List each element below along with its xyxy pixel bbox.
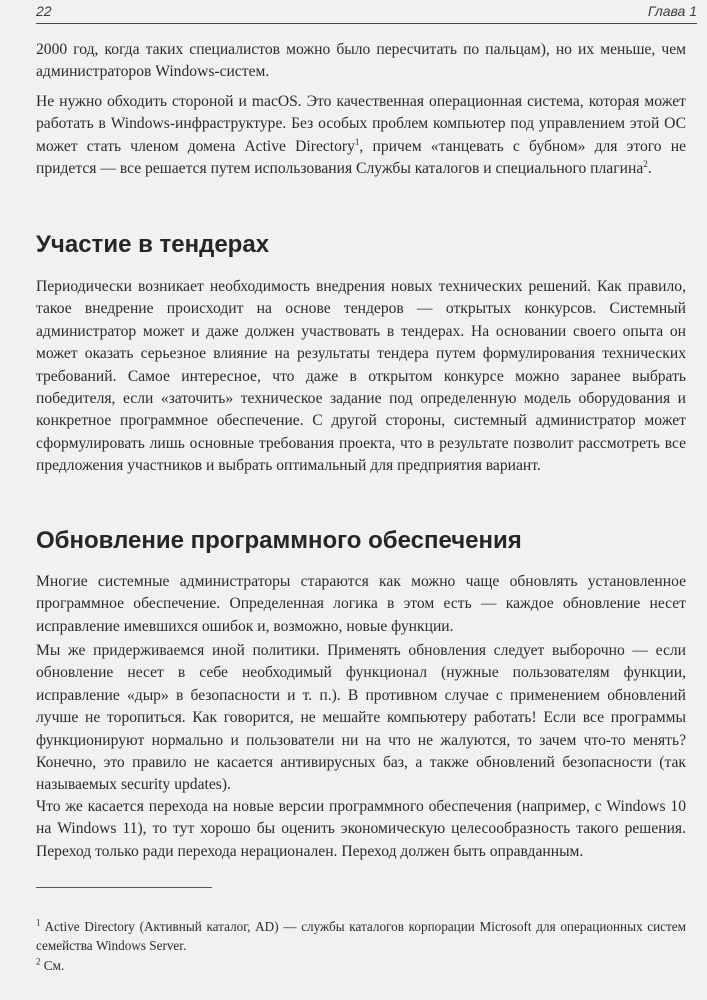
footnote-divider — [36, 887, 212, 888]
footnote-ref-1[interactable]: 1 — [354, 136, 360, 147]
paragraph-version-migration — [36, 796, 686, 863]
paragraph-text: Что же касается перехода на новые версии программного обеспечения (например, с Windows 10 на Windows 11), то тут хорошо бы оценить экономическую целесообразность такого решения. Переход только ради перехода нерационален. Переход должен быть оправданным. — [36, 798, 686, 860]
paragraph-macos — [36, 91, 686, 181]
running-header — [36, 3, 697, 24]
paragraph-text-part: Не нужно обходить стороной и macOS. Это качественная операционная система, которая может работать в Windows-инфраструктуре. Без особых проблем компьютер под управлением этой ОС может стать членом домена Active Directory — [36, 93, 686, 155]
paragraph-tenders — [36, 276, 686, 478]
page-number: 22 — [36, 3, 52, 19]
paragraph-text: Мы же придерживаемся иной политики. Применять обновления следует выборочно — если обновление несет в себе необходимый функционал (нужные пользователям функции, исправление «дыр» в безопасности и т. п.). В противном случае с применением обновлений лучше не торопиться. Как говорится, не мешайте компьютеру работать! Если все программы функционируют нормально и пользователи ни на что не жалуются, то зачем что-то менять? Конечно, это правило не касается антивирусных баз, а также обновлений безопасности (так называемых security updates). — [36, 642, 686, 794]
paragraph-updates-policy — [36, 640, 686, 797]
footnote-text: См. — [43, 958, 65, 973]
paragraph-continuation — [36, 39, 686, 84]
section-heading-tenders: Участие в тендерах — [36, 231, 270, 258]
paragraph-text: Периодически возникает необходимость внедрения новых технических решений. Как правило, такое внедрение происходит на основе тендеров — открытых конкурсов. Системный администратор может и даже должен участвовать в тендерах. На основании своего опыта он может оказать серьезное влияние на результаты тендера путем формулирования технических требований. Самое интересное, что даже в открытом конкурсе можно заранее выбрать победителя, если «заточить» техническое задание под определенную модель оборудования и конкретное программное обеспечение. С другой стороны, системный администратор может сформулировать лишь основные требования проекта, что в результате позволит рассмотреть все предложения участников и выбрать оптимальный для предприятия вариант. — [36, 278, 686, 475]
paragraph-text-part: . — [647, 160, 652, 178]
paragraph-text: 2000 год, когда таких специалистов можно было пересчитать по пальцам), но их меньше, чем администраторов Windows-систем. — [36, 41, 686, 81]
chapter-title: Глава 1 — [647, 3, 697, 19]
footnote-marker: 2 — [36, 956, 41, 967]
footnote-2 — [36, 957, 686, 976]
paragraph-text-part: , причем «танцевать с бубном» для этого не придется — все решается путем использования Службы каталогов и специального плагина — [36, 137, 686, 178]
footnote-1 — [36, 918, 686, 955]
paragraph-text: Многие системные администраторы стараются как можно чаще обновлять установленное программное обеспечение. Определенная логика в этом есть — каждое обновление несет исправление имевшихся ошибок и, возможно, новые функции. — [36, 573, 686, 635]
section-heading-updates: Обновление программного обеспечения — [36, 527, 522, 554]
footnote-ref-2[interactable]: 2 — [643, 159, 648, 170]
paragraph-updates-intro — [36, 571, 686, 638]
footnote-marker: 1 — [36, 917, 41, 928]
footnote-text: Active Directory (Активный каталог, AD) — службы каталогов корпорации Microsoft для операционных систем семейства Windows Server. — [36, 919, 686, 953]
